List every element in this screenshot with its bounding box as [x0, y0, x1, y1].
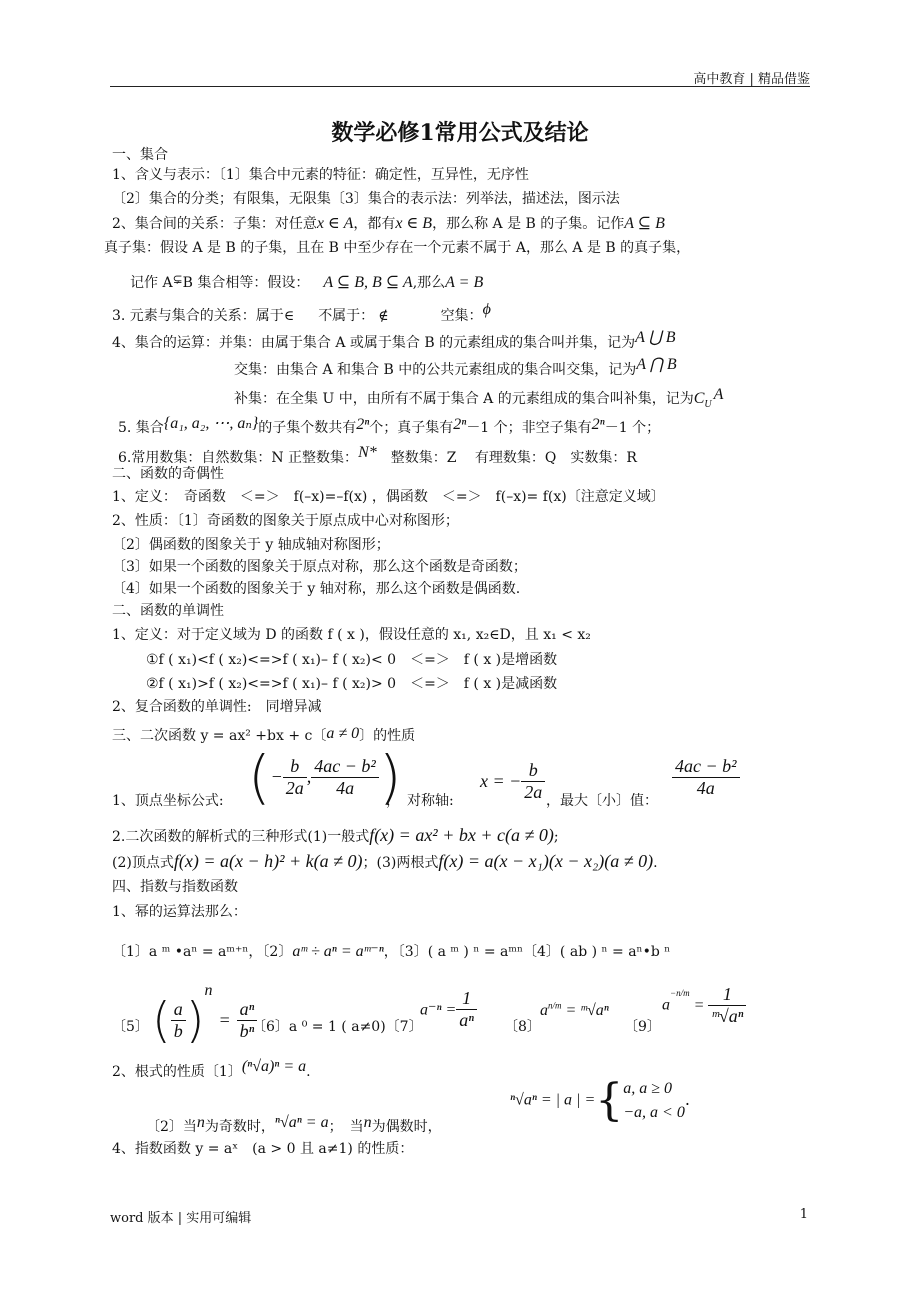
- rule7-formula: [420, 988, 477, 1031]
- formula: A ⋃ B: [635, 329, 676, 346]
- text-run: 整数集：Z 有理数集：Q 实数集：R: [390, 450, 637, 466]
- formula: 2ⁿ: [591, 416, 605, 433]
- numerator: 1: [708, 984, 746, 1006]
- formula: ⊊: [172, 272, 183, 286]
- formula: −: [270, 766, 283, 787]
- formula: A = B: [445, 274, 484, 291]
- denominator: 2a: [285, 777, 304, 798]
- numerator: aⁿ: [237, 999, 258, 1021]
- text-run: 为偶数时，: [371, 1119, 442, 1135]
- fraction: [311, 756, 379, 799]
- formula: A ⊆ B, B ⊆ A: [323, 274, 413, 291]
- formula: x = −: [480, 771, 522, 791]
- text-line: [118, 415, 660, 437]
- text-run: －1 个；非空子集有: [466, 420, 592, 436]
- formula: n/m: [676, 988, 690, 998]
- numerator: 4ac − b²: [672, 756, 740, 778]
- text-line: 〔8〕: [504, 1019, 541, 1035]
- formula: (ⁿ√a)ⁿ = a: [241, 1058, 307, 1075]
- section-heading: 四、指数与指数函数: [112, 879, 238, 895]
- formula: ⁿ√aⁿ = | a | =: [510, 1091, 596, 1109]
- numerator: b: [521, 760, 545, 782]
- text-line: 2、性质：〔1〕奇函数的图象关于原点成中心对称图形；: [112, 513, 459, 529]
- formula: −n/m: [670, 988, 690, 998]
- formula: n: [363, 1114, 372, 1131]
- right-paren: ): [378, 743, 402, 811]
- text-run: ，都有: [353, 216, 396, 232]
- text-line: 2.二次函数的解析式的三种形式(1)一般式f(x) = ax² + bx + c(a ≠ 0);: [112, 825, 559, 845]
- formula: A: [713, 386, 724, 403]
- vertex-formula: (− $\frac{b}{2a}$ , $\frac{\text{4ac − b²}}{4a}$ ): [248, 743, 402, 811]
- text-line: ②f ( x₁)>f ( x₂)<=>f ( x₁)– f ( x₂)> 0 ＜=＞ f ( x )是减函数: [146, 676, 558, 692]
- text-run: 空集：: [440, 308, 483, 324]
- text-line: [146, 1114, 442, 1136]
- text-line: 1、幂的运算法那么：: [112, 904, 247, 920]
- text-run: 2.二次函数的解析式的三种形式(1)一般式: [112, 829, 370, 845]
- text-line: ，最大〔小〕值：: [546, 793, 658, 809]
- fraction: [521, 760, 545, 803]
- text-run: 2、集合间的关系：子集：对任意: [112, 216, 317, 232]
- formula: a⁻ⁿ =: [420, 1001, 457, 1019]
- text-line: [130, 270, 483, 292]
- text-line: 〔6〕a ⁰ = 1 ( a≠0)〔7〕: [252, 1019, 423, 1035]
- text-run: 〔2〕当: [146, 1119, 197, 1135]
- formula: {a₁, a₂, ⋯, aₙ}: [163, 415, 259, 432]
- rule5-formula: [152, 982, 257, 1050]
- page-title: 数学必修1常用公式及结论: [331, 120, 589, 146]
- formula: f(x) = a(x − h)² + k(a ≠ 0): [173, 851, 363, 871]
- formula: U: [704, 398, 712, 410]
- fraction: [708, 984, 746, 1027]
- text-run: 三、二次函数 y = ax² +bx + c〔: [112, 728, 327, 744]
- formula: 2ⁿ: [453, 416, 467, 433]
- text-run: 〕的性质: [359, 728, 416, 744]
- denominator: bⁿ: [239, 1021, 255, 1041]
- formula: ᵐ√aⁿ: [580, 1002, 609, 1019]
- text-run: 〔1〕a ᵐ •aⁿ = aᵐ⁺ⁿ，〔2〕: [112, 944, 293, 960]
- left-paren: (: [248, 743, 271, 811]
- text-run: (2)顶点式: [112, 855, 174, 871]
- denominator: aⁿ: [459, 1010, 474, 1030]
- right-paren: ): [185, 992, 205, 1049]
- case-line: −a, a < 0: [623, 1103, 685, 1121]
- text-run: ,那么: [412, 275, 446, 291]
- formula: n: [204, 982, 213, 999]
- text-line: 〔4〕如果一个函数的图象关于 y 轴对称，那么这个函数是偶函数.: [112, 581, 521, 597]
- text-run: 4、集合的运算：并集：由属于集合 A 或属于集合 B 的元素组成的集合叫并集，记为: [112, 335, 636, 351]
- text-line: 1、含义与表示：〔1〕集合中元素的特征：确定性，互异性，无序性: [112, 167, 529, 183]
- formula: N*: [358, 444, 377, 461]
- page-header: 高中教育 | 精品借鉴: [693, 72, 810, 87]
- text-run: ； 当: [328, 1119, 364, 1135]
- text-run: 2、根式的性质〔1〕: [112, 1064, 242, 1080]
- fraction: [456, 988, 477, 1031]
- text-run: 6.常用数集：自然数集：N 正整数集：: [118, 450, 359, 466]
- denominator: 2a: [524, 782, 543, 802]
- text-run: 记作 A: [130, 275, 173, 291]
- numerator: 1: [456, 988, 477, 1010]
- formula: C: [693, 390, 705, 407]
- formula: n/m: [548, 1000, 562, 1011]
- denominator: 4a: [336, 777, 355, 798]
- formula: ∉: [378, 308, 389, 324]
- text-run: 个；真子集有: [369, 420, 454, 436]
- fraction: [672, 756, 740, 799]
- section-heading: 一、集合: [112, 147, 168, 163]
- text-line: 1、定义： 奇函数 ＜=＞ f(–x)=–f(x) ，偶函数 ＜=＞ f(–x)= f(x)〔注意定义域〕: [112, 489, 665, 505]
- formula: =: [693, 996, 705, 1014]
- text-line: 2、复合函数的单调性: 同增异减: [112, 699, 322, 715]
- text-line: [112, 301, 491, 325]
- text-run: 的子集个数共有: [258, 420, 357, 436]
- text-run: －1 个；: [604, 420, 661, 436]
- formula: a: [662, 996, 670, 1014]
- text-line: [234, 386, 723, 414]
- numerator: b: [283, 756, 307, 778]
- formula: ϕ: [482, 301, 491, 318]
- text-line: [112, 943, 670, 961]
- numerator: a: [171, 999, 186, 1021]
- text-run: 交集：由集合 A 和集合 B 中的公共元素组成的集合叫交集，记为: [234, 362, 637, 378]
- denominator: 4a: [696, 778, 715, 798]
- cases: [623, 1077, 685, 1125]
- text-run: 为奇数时，: [204, 1119, 275, 1135]
- axis-formula: [480, 760, 545, 803]
- formula: x ∈ A: [316, 215, 354, 232]
- text-line: 〔9〕: [624, 1019, 661, 1035]
- numerator: 4ac − b²: [311, 756, 379, 778]
- text-run: 不属于：: [318, 308, 375, 324]
- text-line: [112, 329, 676, 352]
- formula: n: [196, 1114, 205, 1131]
- text-line: [118, 444, 637, 467]
- text-line: 2、根式的性质〔1〕(ⁿ√a)ⁿ = a.: [112, 1058, 311, 1080]
- text-line: 〔5〕: [112, 1019, 149, 1035]
- formula: f(x) = ax² + bx + c(a ≠ 0): [369, 825, 554, 845]
- text-line: 〔2〕偶函数的图象关于 y 轴成轴对称图形；: [112, 537, 390, 553]
- text-line: 〔3〕如果一个函数的图象关于原点对称，那么这个函数是奇函数；: [112, 559, 527, 575]
- text-line: 4、指数函数 y = aˣ (a > 0 且 a≠1) 的性质：: [112, 1141, 414, 1157]
- rule8-formula: [540, 1000, 609, 1020]
- rule9-formula: [662, 984, 746, 1027]
- section-heading: 二、函数的奇偶性: [112, 466, 224, 482]
- text-line: ①f ( x₁)<f ( x₂)<=>f ( x₁)– f ( x₂)< 0 ＜=＞ f ( x )是增函数: [146, 652, 558, 668]
- text-run: B 集合相等：假设：: [182, 275, 310, 291]
- text-run: ，那么称 A 是 B 的子集。记作: [432, 216, 625, 232]
- text-line: 〔2〕集合的分类；有限集，无限集〔3〕集合的表示法：列举法，描述法，图示法: [112, 191, 620, 207]
- fraction: [171, 999, 186, 1042]
- left-brace: {: [595, 1075, 624, 1126]
- page-number: 1: [799, 1207, 808, 1222]
- text-line: [234, 356, 677, 379]
- formula: f(x) = a(x − x₁)(x − x₂)(a ≠ 0): [438, 851, 654, 871]
- header-rule: [110, 86, 810, 87]
- text-line: [112, 725, 415, 745]
- left-paren: (: [152, 992, 171, 1049]
- section-heading: 二、函数的单调性: [112, 603, 224, 619]
- text-line: 1、顶点坐标公式:: [112, 793, 224, 809]
- denominator: b: [173, 1021, 183, 1041]
- formula: aᵐ ÷ aⁿ = aᵐ⁻ⁿ: [292, 943, 384, 960]
- case-line: a, a ≥ 0: [623, 1079, 673, 1097]
- fraction: [283, 756, 307, 799]
- text-run: 5. 集合: [118, 420, 164, 436]
- text-run: ；(3)两根式: [362, 855, 439, 871]
- formula: A ⋂ B: [636, 356, 677, 373]
- formula: x ∈ B: [395, 215, 433, 232]
- text-line: 1、定义：对于定义域为 D 的函数 f ( x )，假设任意的 x₁, x₂∈D，且 x₁ < x₂: [112, 627, 591, 643]
- text-line: (2)顶点式f(x) = a(x − h)² + k(a ≠ 0)；(3)两根式f(x) = a(x − x₁)(x − x₂)(a ≠ 0).: [112, 851, 658, 871]
- formula: ⁿ√aⁿ = a: [274, 1114, 329, 1131]
- text-line: 真子集：假设 A 是 B 的子集，且在 B 中至少存在一个元素不属于 A，那么 A 是 B 的真子集，: [104, 240, 691, 256]
- extremum-formula: [672, 756, 740, 799]
- formula: 2ⁿ: [356, 416, 370, 433]
- formula: a: [540, 1002, 548, 1019]
- text-line: ， 对称轴:: [386, 793, 454, 809]
- formula: A ⊆ B: [624, 215, 665, 232]
- denominator: ᵐ√aⁿ: [711, 1006, 744, 1026]
- text-line: [112, 215, 665, 233]
- footer-left: word 版本 | 实用可编辑: [110, 1211, 252, 1226]
- text-run: 补集：在全集 U 中，由所有不属于集合 A 的元素组成的集合叫补集，记为: [234, 391, 694, 407]
- text-run: 3. 元素与集合的关系：属于: [112, 308, 284, 324]
- formula: =: [565, 1002, 577, 1019]
- text-run: ，〔3〕( a ᵐ ) ⁿ = aᵐⁿ〔4〕( ab ) ⁿ = aⁿ•b ⁿ: [383, 944, 671, 960]
- even-root-formula: ⁿ√aⁿ = | a | ={ a, a ≥ 0 −a, a < 0 .: [510, 1075, 690, 1126]
- formula: ∈: [283, 308, 295, 324]
- formula: a ≠ 0: [326, 725, 360, 742]
- formula: =: [218, 1010, 231, 1030]
